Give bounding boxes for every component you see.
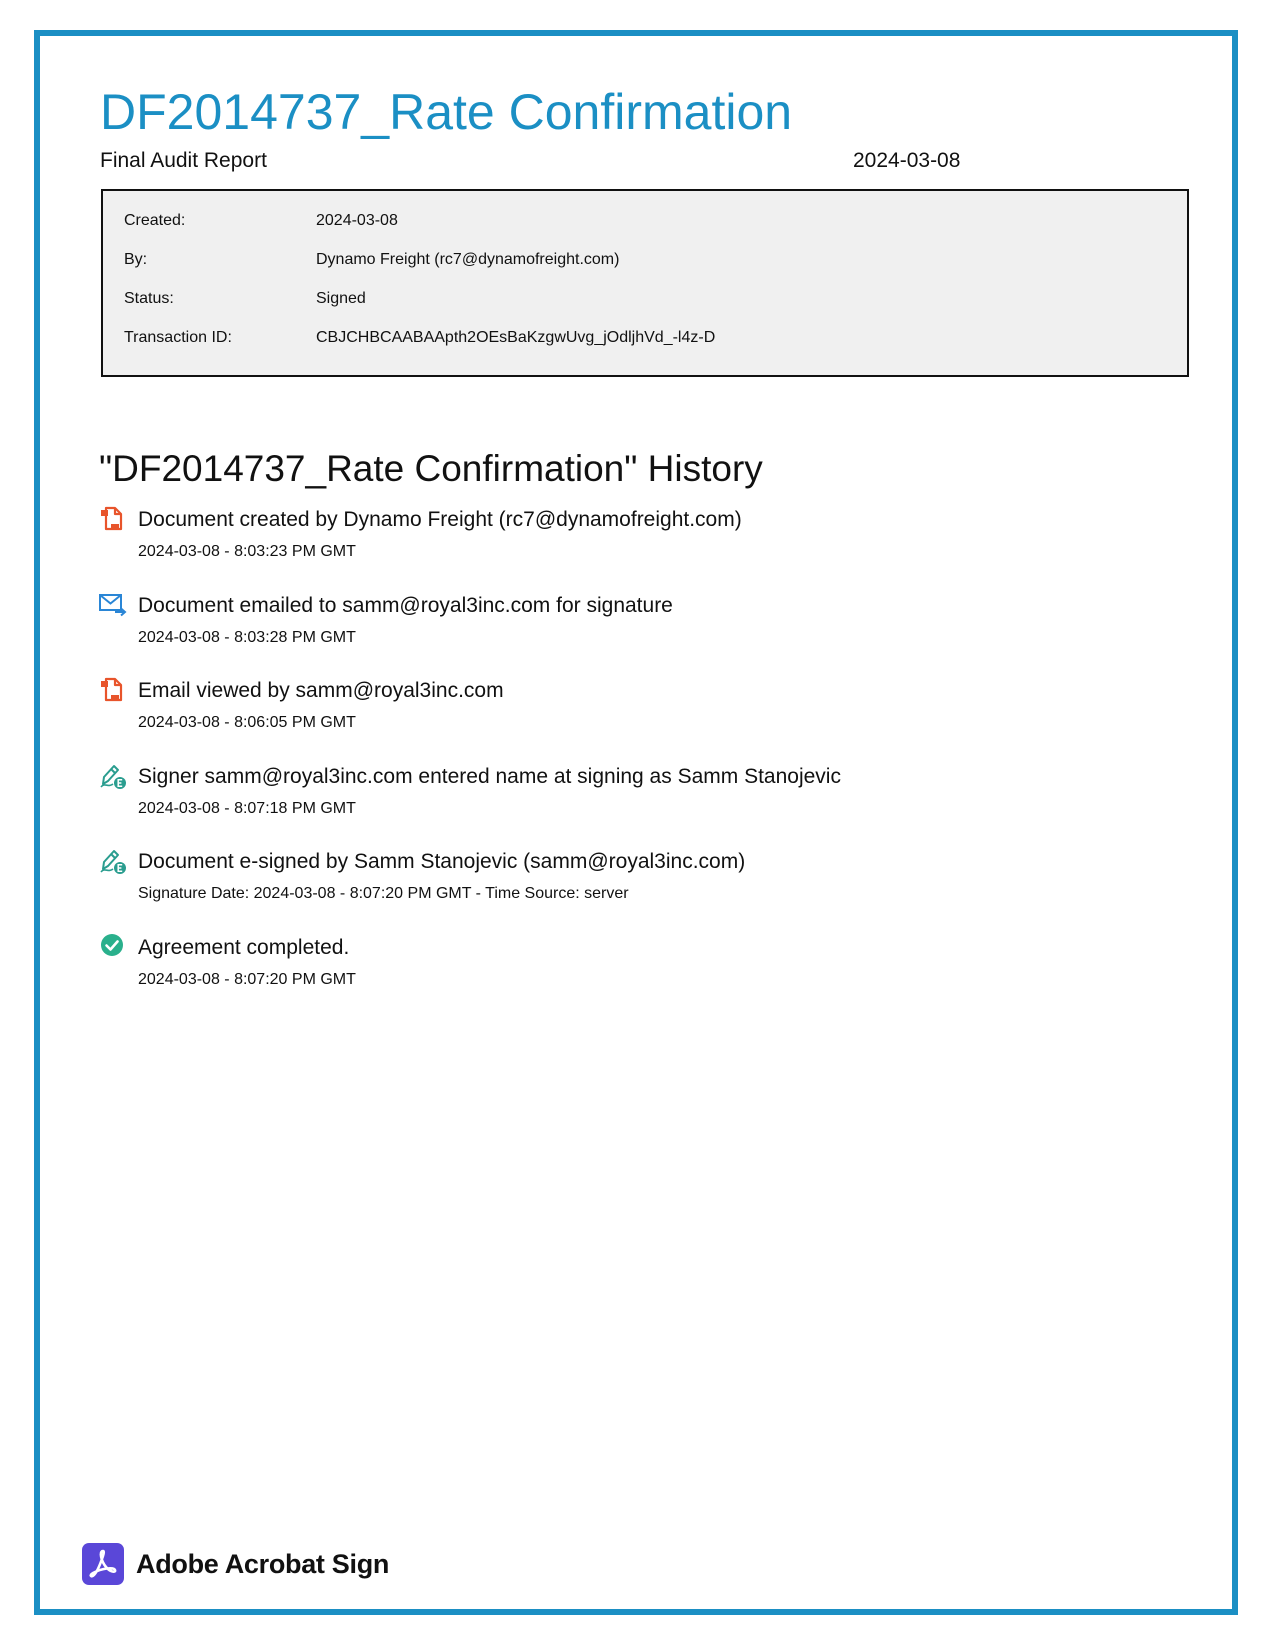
brand-name: Adobe Acrobat Sign (136, 1549, 390, 1579)
event-time: 2024-03-08 - 8:07:20 PM GMT (138, 971, 356, 988)
event-time: 2024-03-08 - 8:03:23 PM GMT (138, 543, 356, 560)
acrobat-logo-icon (82, 1543, 124, 1585)
event-time: 2024-03-08 - 8:07:18 PM GMT (138, 800, 356, 817)
event-text: Document emailed to samm@royal3inc.com for signature (138, 594, 673, 617)
summary-label: Created: (124, 212, 186, 229)
event-time: Signature Date: 2024-03-08 - 8:07:20 PM GMT - Time Source: server (138, 885, 629, 902)
summary-label: Transaction ID: (124, 329, 232, 346)
summary-value: 2024-03-08 (316, 212, 398, 229)
event-text: Document e-signed by Samm Stanojevic (samm@royal3inc.com) (138, 850, 746, 873)
report-date: 2024-03-08 (853, 149, 961, 172)
history-event (99, 676, 1199, 746)
event-text: Agreement completed. (138, 936, 350, 959)
document-icon (99, 505, 127, 533)
event-time: 2024-03-08 - 8:03:28 PM GMT (138, 629, 356, 646)
email-sent-icon (99, 591, 127, 619)
check-circle-icon (99, 933, 127, 961)
history-event (99, 762, 1199, 832)
summary-value: Signed (316, 290, 366, 307)
event-time: 2024-03-08 - 8:06:05 PM GMT (138, 714, 356, 731)
summary-value: CBJCHBCAABAApth2OEsBaKzgwUvg_jOdljhVd_-l4z-D (316, 329, 716, 346)
e-sign-pen-icon (99, 762, 127, 790)
history-title: "DF2014737_Rate Confirmation" History (99, 448, 763, 489)
summary-box (101, 189, 1189, 377)
history-event (99, 933, 1199, 1003)
summary-label: Status: (124, 290, 174, 307)
event-text: Signer samm@royal3inc.com entered name at signing as Samm Stanojevic (138, 765, 841, 788)
event-text: Email viewed by samm@royal3inc.com (138, 679, 504, 702)
history-event (99, 591, 1199, 661)
event-text: Document created by Dynamo Freight (rc7@dynamofreight.com) (138, 508, 742, 531)
history-event (99, 505, 1199, 575)
document-icon (99, 676, 127, 704)
report-subtitle: Final Audit Report (100, 149, 267, 172)
summary-value: Dynamo Freight (rc7@dynamofreight.com) (316, 251, 620, 268)
e-sign-pen-icon (99, 847, 127, 875)
summary-label: By: (124, 251, 148, 268)
document-title: DF2014737_Rate Confirmation (100, 84, 793, 140)
history-event (99, 847, 1199, 917)
